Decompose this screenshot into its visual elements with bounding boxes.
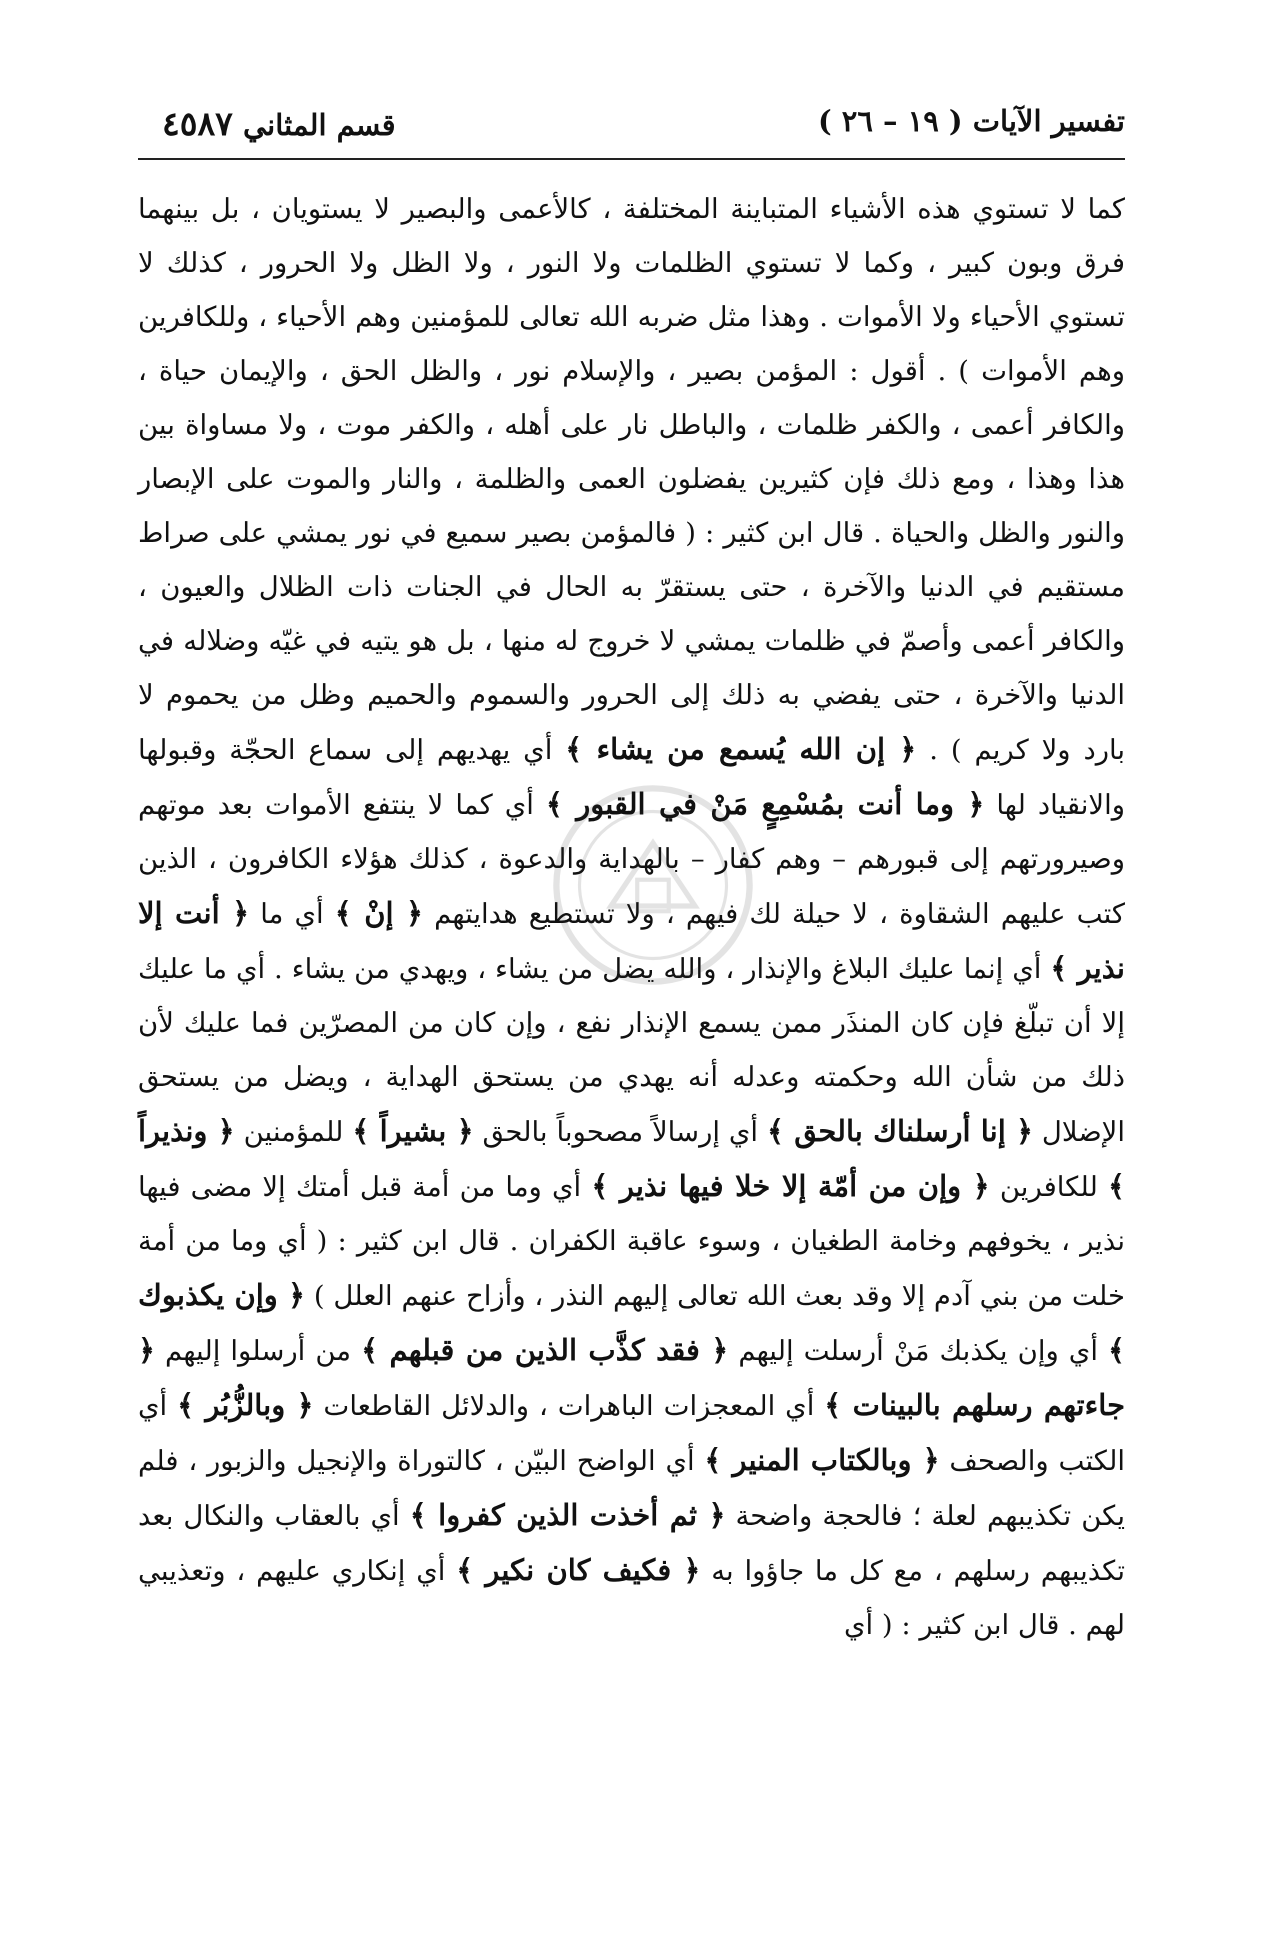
commentary-text: للمؤمنين — [234, 1116, 353, 1148]
commentary-text: أي وما من أمة قبل أمتك إلا مضى فيها نذير ، يخوفهم وخامة الطغيان ، وسوء عاقبة الكفران . قال ابن كثير : ( أي وما من أمة خلت من بني آدم إلا وقد بعث الله تعالى إليهم النذر ، وأزاح عنهم العلل ) — [138, 1171, 1126, 1312]
commentary-text: للكافرين — [989, 1171, 1108, 1203]
commentary-text: كما لا تستوي هذه الأشياء المتباينة المختلفة ، كالأعمى والبصير لا يستويان ، بل بينهما فرق وبون كبير ، وكما لا تستوي الظلمات ولا النور ، ولا الظل ولا الحرور ، كذلك لا تستوي الأحياء ولا الأموات . وهذا مثل ضربه الله تعالى للمؤمنين وهم الأحياء ، وللكافرين وهم الأموات ) . أقول : المؤمن بصير ، والإسلام نور ، والظل الحق ، والإيمان حياة ، والكافر أعمى ، والكفر ظلمات ، والباطل نار على أهله ، والكفر موت ، ولا مساواة بين هذا وهذا ، ومع ذلك فإن كثيرين يفضلون العمى والظلمة ، والنار والموت على الإبصار والنور والظل والحياة . قال ابن كثير : ( فالمؤمن بصير سميع في نور يمشي على صراط مستقيم في الدنيا والآخرة ، حتى يستقرّ به الحال في الجنات ذات الظلال والعيون ، والكافر أعمى وأصمّ في ظلمات يمشي لا خروج له منها ، بل هو يتيه في غيّه وضلاله في الدنيا والآخرة ، حتى يفضي به ذلك إلى الحرور والسموم والحميم وظل من يحموم لا بارد ولا كريم ) . — [138, 193, 1126, 766]
quran-quote: ﴿ وبالكتاب المنير ﴾ — [704, 1443, 940, 1477]
commentary-text: أي المعجزات الباهرات ، والدلائل القاطعات — [313, 1390, 825, 1422]
header-left — [138, 104, 396, 143]
commentary-text: أي الكتب والصحف — [138, 1390, 1125, 1477]
quran-quote: ﴿ وإن من أمّة إلا خلا فيها نذير ﴾ — [591, 1169, 990, 1203]
commentary-text: أي إنكاري عليهم ، وتعذيبي لهم . قال ابن كثير : ( أي — [138, 1555, 1125, 1641]
quran-quote: ﴿ أنت إلا نذير ﴾ — [138, 896, 1125, 985]
commentary-text: أي ما — [249, 898, 335, 930]
quran-quote: ﴿ بشيراً ﴾ — [352, 1114, 474, 1148]
commentary-text: أي وإن يكذبك مَنْ أرسلت إليهم — [728, 1335, 1109, 1367]
tafsir-body — [138, 182, 1125, 1652]
commentary-text: أي إنما عليك البلاغ والإنذار ، والله يضل من يشاء ، ويهدي من يشاء . أي ما عليك إلا أن تبلّغ فإن كان المنذَر ممن يسمع الإنذار نفع ، وإن كان من المصرّين فما عليك لأن ذلك من شأن الله وحكمته وعدله أنه يهدي من يستحق الهداية ، ويضل من يستحق الإضلال — [138, 953, 1125, 1148]
commentary-text: أي كما لا ينتفع الأموات بعد موتهم وصيرورتهم إلى قبورهم – وهم كفار – بالهداية والدعوة ، كذلك هؤلاء الكافرون ، الذين كتب عليهم الشقاوة ، لا حيلة لك فيهم ، ولا تستطيع هدايتهم — [138, 789, 1126, 930]
quran-quote: ﴿ ونذيراً ﴾ — [138, 1114, 1125, 1203]
commentary-text: أي إرسالاً مصحوباً بالحق — [473, 1116, 767, 1148]
quran-quote: ﴿ إنْ ﴾ — [334, 896, 423, 930]
commentary-text: من أرسلوا إليهم — [155, 1335, 362, 1367]
quran-quote: ﴿ فقد كذَّب الذين من قبلهم ﴾ — [361, 1333, 729, 1367]
commentary-text: أي يهديهم إلى سماع الحجّة وقبولها والانقياد لها — [138, 734, 1125, 821]
quran-quote: ﴿ جاءتهم رسلهم بالبينات ﴾ — [138, 1333, 1125, 1422]
quran-quote: ﴿ إنا أرسلناك بالحق ﴾ — [766, 1114, 1034, 1148]
page-number: ٤٥٨٧ — [162, 104, 233, 143]
quran-quote: ﴿ وبالزُّبُر ﴾ — [177, 1388, 314, 1422]
body-paragraph — [138, 182, 1125, 1652]
commentary-text: أي بالعقاب والنكال بعد تكذيبهم رسلهم ، مع كل ما جاؤوا به — [138, 1500, 1126, 1587]
commentary-text: أي الواضح البيّن ، كالتوراة والإنجيل والزبور ، فلم يكن تكذيبهم لعلة ؛ فالحجة واضحة — [138, 1445, 1125, 1532]
quran-quote: ﴿ ثم أخذت الذين كفروا ﴾ — [409, 1498, 726, 1532]
quran-quote: ﴿ فكيف كان نكير ﴾ — [456, 1553, 701, 1587]
section-label: قسم المثاني — [243, 108, 396, 142]
quran-quote: ﴿ وإن يكذبوك ﴾ — [138, 1278, 1126, 1367]
quran-quote: ﴿ إن الله يُسمع من يشاء ﴾ — [565, 732, 917, 766]
running-title: تفسير الآيات ( ١٩ – ٢٦ ) — [817, 104, 1125, 138]
quran-quote: ﴿ وما أنت بمُسْمِعٍ مَنْ في القبور ﴾ — [545, 787, 985, 821]
page-header — [138, 96, 1125, 160]
